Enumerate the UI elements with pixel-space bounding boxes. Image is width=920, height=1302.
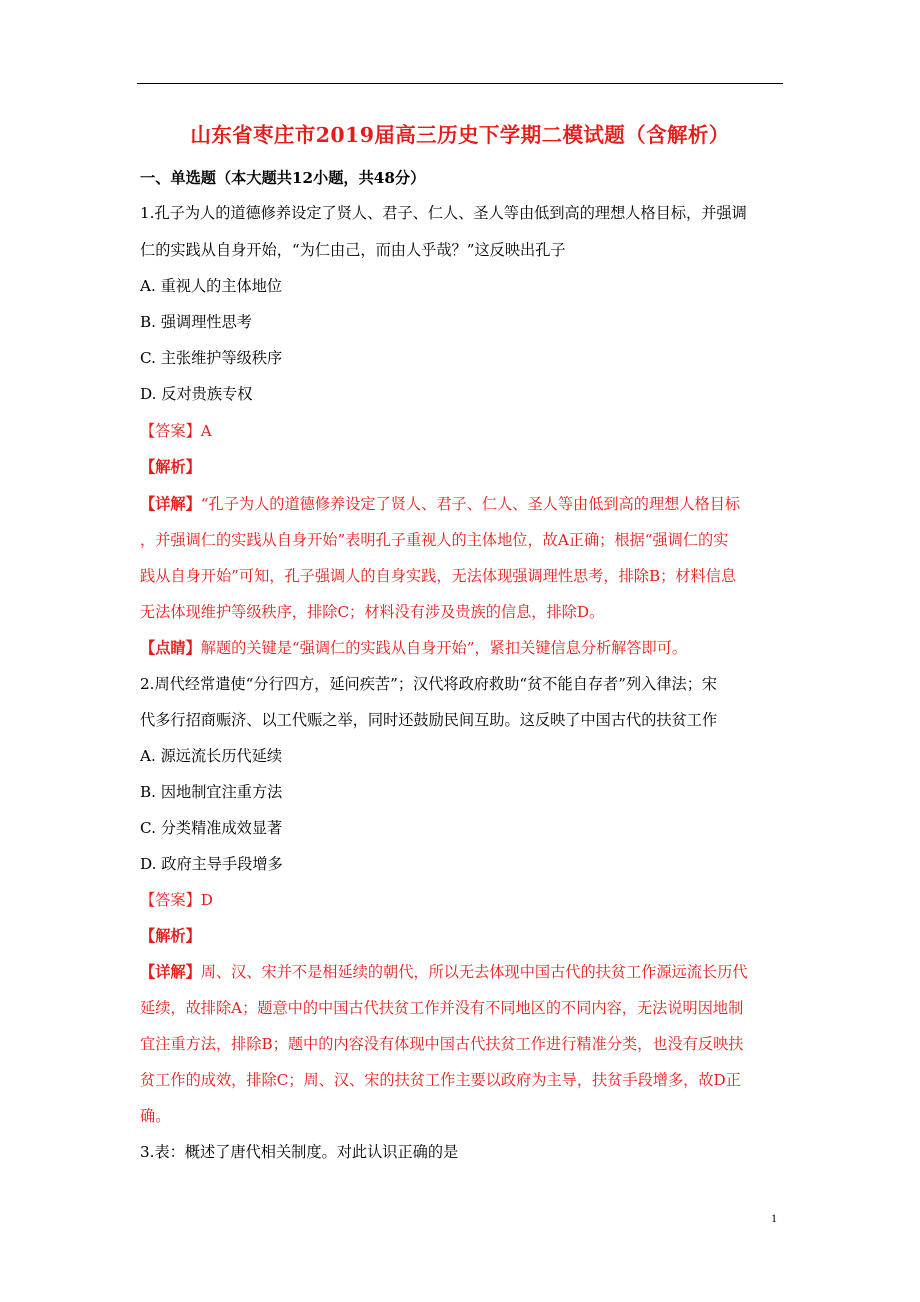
section-header: 一、单选题（本大题共12小题，共48分） <box>140 169 426 187</box>
question-1-option-a: A. 重视人的主体地位 <box>140 277 283 295</box>
question-2-option-c: C. 分类精准成效显著 <box>140 819 283 837</box>
detail-label: 【详解】 <box>140 963 201 981</box>
question-2-stem-line-2: 代多行招商赈济、以工代赈之举，同时还鼓励民间互助。这反映了中国古代的扶贫工作 <box>140 711 718 729</box>
answer-label: 【答案】 <box>140 422 201 440</box>
tip-label: 【点睛】 <box>140 639 201 657</box>
page-number: 1 <box>771 1211 777 1225</box>
question-2-stem-line-1: 2.周代经常遣使“分行四方，延问疾苦”；汉代将政府救助“贫不能自存者”列入律法；宋 <box>140 675 718 693</box>
detail-label: 【详解】 <box>140 495 201 513</box>
question-1-stem-line-1: 1.孔子为人的道德修养设定了贤人、君子、仁人、圣人等由低到高的理想人格目标，并强调 <box>140 204 747 222</box>
detail-text: 周、汉、宋并不是相延续的朝代，所以无去体现中国古代的扶贫工作源远流长历代 <box>200 963 748 981</box>
question-1-answer <box>140 421 212 441</box>
question-1-analysis-label: 【解析】 <box>140 458 201 476</box>
answer-value: D <box>200 891 213 909</box>
question-1-option-b: B. 强调理性思考 <box>140 313 252 331</box>
question-2-option-b: B. 因地制宜注重方法 <box>140 783 283 801</box>
tip-text: 解题的关键是“强调仁的实践从自身开始”，紧扣关键信息分析解答即可。 <box>200 639 688 657</box>
question-1-option-c: C. 主张维护等级秩序 <box>140 349 283 367</box>
detail-text: “孔子为人的道德修养设定了贤人、君子、仁人、圣人等由低到高的理想人格目标 <box>200 495 741 513</box>
question-2-detail-line-4: 贫工作的成效，排除C；周、汉、宋的扶贫工作主要以政府为主导，扶贫手段增多，故D正 <box>140 1071 741 1089</box>
question-2-detail-line-3: 宜注重方法，排除B；题中的内容没有体现中国古代扶贫工作进行精准分类，也没有反映扶 <box>140 1035 744 1053</box>
question-1-detail-line-4: 无法体现维护等级秩序，排除C；材料没有涉及贵族的信息，排除D。 <box>140 603 605 621</box>
question-1-option-d: D. 反对贵族专权 <box>140 385 253 403</box>
question-1-stem-line-2: 仁的实践从自身开始，“为仁由己，而由人乎哉？”这反映出孔子 <box>140 241 566 259</box>
question-2-detail-line-1 <box>140 962 748 982</box>
question-1-detail-line-1 <box>140 494 740 514</box>
question-2-analysis-label: 【解析】 <box>140 927 201 945</box>
answer-label: 【答案】 <box>140 891 201 909</box>
question-3-stem-line-1: 3.表：概述了唐代相关制度。对此认识正确的是 <box>140 1143 459 1161</box>
question-1-detail-line-3: 践从自身开始”可知，孔子强调人的自身实践，无法体现强调理性思考，排除B；材料信息 <box>140 567 737 585</box>
page-title: 山东省枣庄市2019届高三历史下学期二模试题（含解析） <box>190 123 730 147</box>
question-1-tip <box>140 638 687 658</box>
header-rule <box>137 83 783 84</box>
question-1-detail-line-2: ，并强调仁的实践从自身开始”表明孔子重视人的主体地位，故A正确；根据“强调仁的实 <box>140 531 729 549</box>
answer-value: A <box>200 422 212 440</box>
question-2-detail-line-5: 确。 <box>140 1107 171 1125</box>
question-2-answer <box>140 890 213 910</box>
question-2-option-d: D. 政府主导手段增多 <box>140 855 283 873</box>
question-2-detail-line-2: 延续，故排除A；题意中的中国古代扶贫工作并没有不同地区的不同内容，无法说明因地制 <box>140 999 744 1017</box>
question-2-option-a: A. 源远流长历代延续 <box>140 747 283 765</box>
